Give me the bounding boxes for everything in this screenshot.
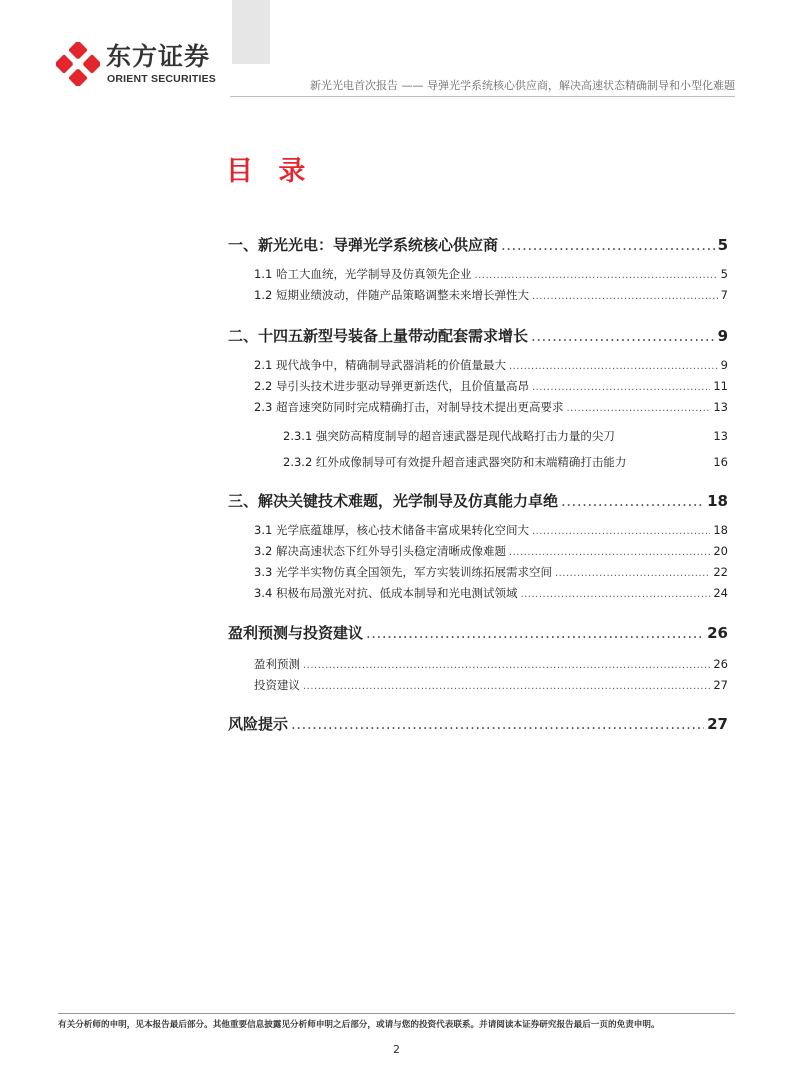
header-tab-strip — [232, 0, 270, 64]
toc-entry[interactable] — [228, 677, 728, 693]
toc-entry-text: 3.3 光学半实物仿真全国领先，军方实装训练拓展需求空间 — [254, 565, 552, 579]
company-logo — [56, 42, 226, 88]
toc-entry-page: 5 — [720, 267, 728, 281]
logo-english-name: ORIENT SECURITIES — [107, 73, 216, 85]
footer-divider — [58, 1013, 735, 1014]
toc-entry[interactable] — [228, 564, 728, 580]
toc-entry[interactable] — [228, 378, 728, 394]
toc-entry-page: 7 — [720, 288, 728, 302]
toc-entry-text: 二、十四五新型号装备上量带动配套需求增长 — [228, 327, 529, 345]
page-number: 2 — [393, 1043, 400, 1056]
toc-entry-page: 13 — [713, 400, 728, 414]
toc-entry-text: 投资建议 — [254, 678, 300, 692]
toc-entry[interactable] — [228, 454, 728, 470]
toc-entry-text: 1.1 哈工大血统，光学制导及仿真领先企业 — [254, 267, 472, 281]
toc-leader — [532, 288, 718, 302]
toc-entry-page: 16 — [713, 455, 728, 469]
toc-entry[interactable] — [228, 522, 728, 538]
toc-title: 目 录 — [226, 156, 314, 187]
toc-entry[interactable] — [228, 490, 728, 511]
toc-entry-page: 11 — [713, 379, 728, 393]
toc-entry[interactable] — [228, 325, 728, 346]
toc-entry[interactable] — [228, 234, 728, 255]
toc-entry-text: 1.2 短期业绩波动，伴随产品策略调整未来增长弹性大 — [254, 288, 529, 302]
toc-entry-page: 24 — [713, 586, 728, 600]
toc-entry-page: 9 — [720, 358, 728, 372]
toc-entry-text: 2.3.2 红外成像制导可有效提升超音速武器突防和末端精确打击能力 — [283, 455, 627, 469]
toc-entry[interactable] — [228, 622, 728, 643]
toc-entry[interactable] — [228, 713, 728, 734]
logo-chinese-name: 东方证券 — [106, 42, 211, 71]
toc-entry-text: 3.2 解决高速状态下红外导引头稳定清晰成像难题 — [254, 544, 506, 558]
toc-leader — [561, 492, 704, 510]
toc-entry-page: 13 — [713, 429, 728, 443]
toc-entry-page: 9 — [717, 327, 728, 345]
toc-leader — [291, 715, 704, 733]
toc-entry-text: 2.1 现代战争中，精确制导武器消耗的价值量最大 — [254, 358, 506, 372]
toc-entry[interactable] — [228, 357, 728, 373]
logo-mark-icon — [56, 42, 100, 86]
toc-entry-text: 盈利预测与投资建议 — [228, 624, 364, 642]
toc-entry-text: 2.3 超音速突防同时完成精确打击，对制导技术提出更高要求 — [254, 400, 564, 414]
toc-entry-text: 盈利预测 — [254, 657, 300, 671]
toc-entry-text: 3.4 积极布局激光对抗、低成本制导和光电测试领域 — [254, 586, 518, 600]
toc-entry-text: 三、解决关键技术难题，光学制导及仿真能力卓绝 — [228, 492, 559, 510]
toc-leader — [509, 544, 710, 558]
toc-entry[interactable] — [228, 287, 728, 303]
toc-entry[interactable] — [228, 543, 728, 559]
toc-leader — [474, 267, 717, 281]
toc-entry[interactable] — [228, 428, 728, 444]
header-divider — [230, 96, 735, 97]
toc-entry-page: 20 — [713, 544, 728, 558]
toc-entry[interactable] — [228, 266, 728, 282]
toc-leader — [531, 327, 715, 345]
toc-leader — [566, 400, 710, 414]
toc-entry-page: 27 — [713, 678, 728, 692]
toc-entry-text: 2.3.1 强突防高精度制导的超音速武器是现代战略打击力量的尖刀 — [283, 429, 615, 443]
toc-entry-page: 18 — [707, 492, 728, 510]
toc-entry-text: 2.2 导引头技术进步驱动导弹更新迭代，且价值量高昂 — [254, 379, 529, 393]
toc-entry-text: 风险提示 — [228, 715, 289, 733]
toc-entry-page: 27 — [707, 715, 728, 733]
toc-entry-page: 26 — [713, 657, 728, 671]
toc-entry-text: 3.1 光学底蕴雄厚，核心技术储备丰富成果转化空间大 — [254, 523, 529, 537]
toc-leader — [303, 678, 710, 692]
toc-entry-text: 一、新光光电：导弹光学系统核心供应商 — [228, 236, 499, 254]
toc-entry[interactable] — [228, 399, 728, 415]
toc-entry[interactable] — [228, 656, 728, 672]
toc-leader — [555, 565, 710, 579]
toc-entry[interactable] — [228, 585, 728, 601]
toc-entry-page: 26 — [707, 624, 728, 642]
toc-leader — [509, 358, 718, 372]
toc-entry-page: 5 — [717, 236, 728, 254]
footer-disclaimer: 有关分析师的申明，见本报告最后部分。其他重要信息披露见分析师申明之后部分，或请与您的投资代表联系。并请阅读本证券研究报告最后一页的免责申明。 — [58, 1020, 660, 1030]
toc-leader — [532, 523, 710, 537]
toc-leader — [303, 657, 710, 671]
toc-leader — [366, 624, 704, 642]
toc-entry-page: 22 — [713, 565, 728, 579]
toc-leader — [501, 236, 715, 254]
toc-leader — [532, 379, 710, 393]
running-head: 新光光电首次报告 —— 导弹光学系统核心供应商，解决高速状态精确制导和小型化难题 — [310, 79, 735, 92]
toc-leader — [520, 586, 710, 600]
toc-entry-page: 18 — [713, 523, 728, 537]
